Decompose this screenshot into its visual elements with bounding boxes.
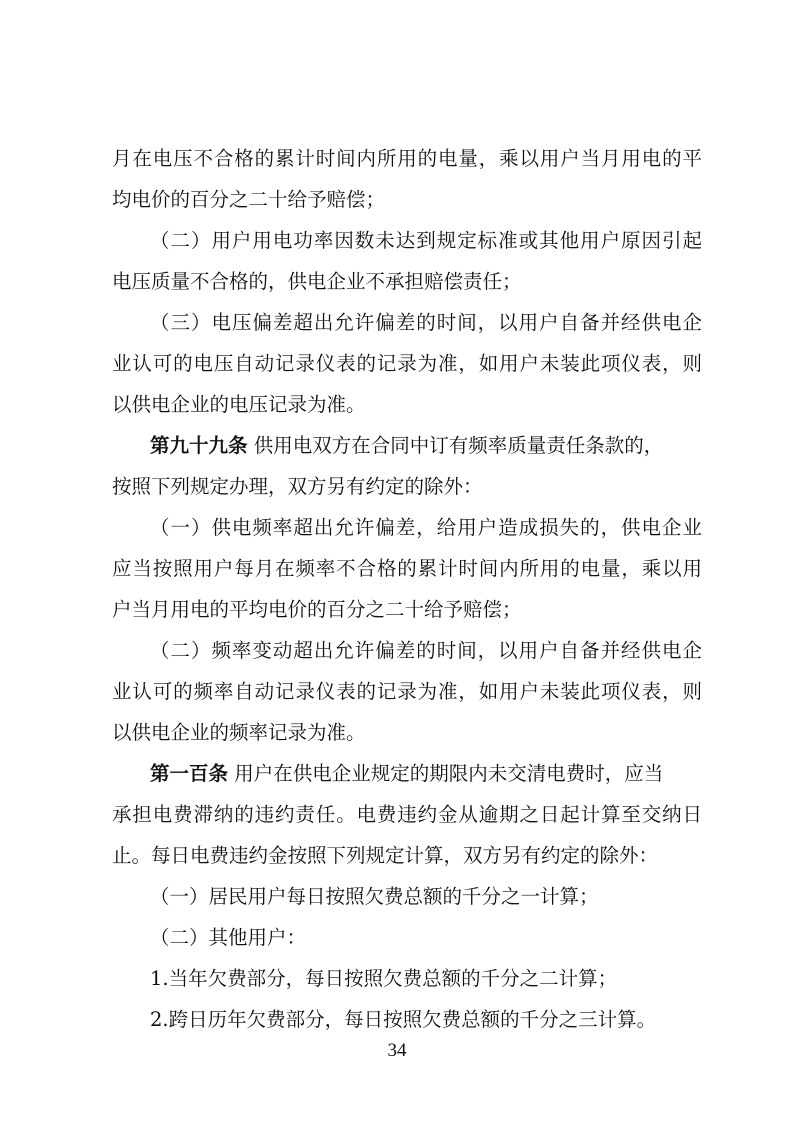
article-99-heading: 第九十九条 (150, 434, 248, 457)
paragraph-line: 承担电费滞纳的违约责任。电费违约金从逾期之日起计算至交纳日 (112, 803, 702, 826)
paragraph-line: 均电价的百分之二十给予赔偿； (112, 188, 386, 211)
article-99-first-line (112, 425, 702, 466)
paragraph-line: 电压质量不合格的，供电企业不承担赔偿责任； (112, 270, 522, 293)
paragraph-line: 业认可的电压自动记录仪表的记录为准，如用户未装此项仪表，则 (112, 352, 702, 375)
paragraph-line: （一）供电频率超出允许偏差，给用户造成损失的，供电企业 (150, 516, 702, 539)
paragraph-line: 月在电压不合格的累计时间内所用的电量，乘以用户当月用电的平 (112, 147, 702, 170)
paragraph-line: （一）居民用户每日按照欠费总额的千分之一计算； (150, 885, 599, 908)
paragraph-line: （三）电压偏差超出允许偏差的时间，以用户自备并经供电企 (150, 311, 702, 334)
page-number: 34 (387, 1040, 407, 1061)
paragraph-line: 按照下列规定办理，双方另有约定的除外： (112, 475, 483, 498)
paragraph-line: （二）用户用电功率因数未达到规定标准或其他用户原因引起 (150, 229, 702, 252)
paragraph-line: （二）频率变动超出允许偏差的时间，以用户自备并经供电企 (150, 639, 702, 662)
paragraph-line: 以供电企业的频率记录为准。 (112, 721, 366, 744)
document-body (112, 138, 702, 1040)
paragraph-line: 业认可的频率自动记录仪表的记录为准，如用户未装此项仪表，则 (112, 680, 702, 703)
article-100-heading: 第一百条 (150, 762, 229, 785)
paragraph-line: （二）其他用户： (150, 926, 307, 949)
article-100-first-line (112, 753, 702, 794)
article-99-text: 供用电双方在合同中订有频率质量责任条款的， (253, 434, 664, 457)
paragraph-line: 止。每日电费违约金按照下列规定计算，双方另有约定的除外： (112, 844, 659, 867)
paragraph-line: 1.当年欠费部分，每日按照欠费总额的千分之二计算； (150, 967, 618, 990)
article-100-text: 用户在供电企业规定的期限内未交清电费时，应当 (234, 762, 664, 785)
paragraph-line: 户当月用电的平均电价的百分之二十给予赔偿； (112, 598, 522, 621)
paragraph-line: 2.跨日历年欠费部分，每日按照欠费总额的千分之三计算。 (150, 1008, 657, 1031)
paragraph-line: 以供电企业的电压记录为准。 (112, 393, 366, 416)
paragraph-line: 应当按照用户每月在频率不合格的累计时间内所用的电量，乘以用 (112, 557, 702, 580)
